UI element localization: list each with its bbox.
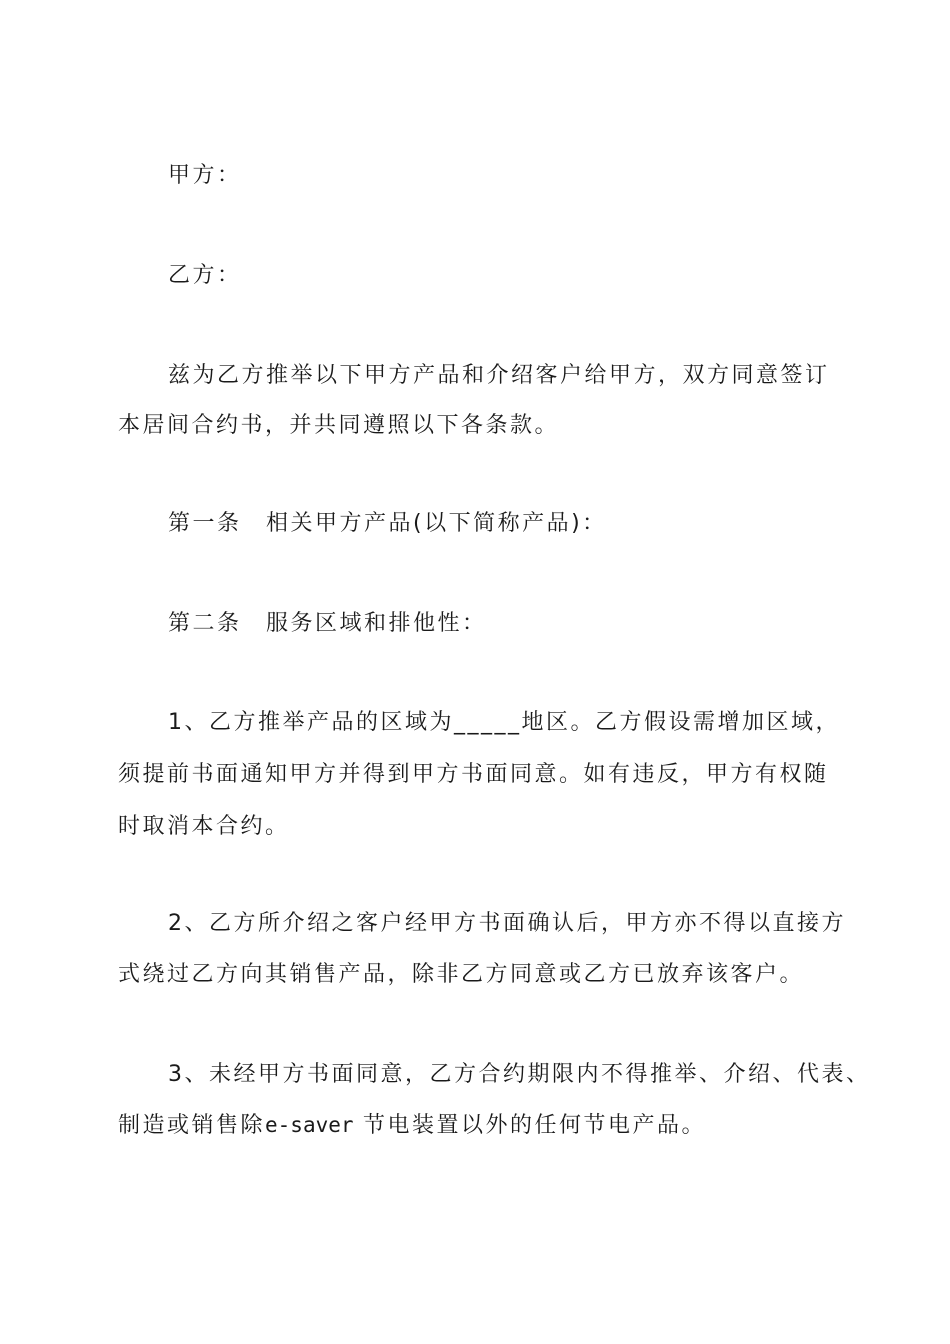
clause-1-line-2: 须提前书面通知甲方并得到甲方书面同意。如有违反，甲方有权随 bbox=[118, 762, 829, 787]
intro-paragraph-line-1: 兹为乙方推举以下甲方产品和介绍客户给甲方，双方同意签订 bbox=[168, 363, 830, 388]
clause-1-line-1: 1、乙方推举产品的区域为_____地区。乙方假设需增加区域， bbox=[168, 710, 840, 735]
article-1-heading: 第一条 相关甲方产品(以下简称产品)： bbox=[168, 511, 607, 536]
clause-2-line-2: 式绕过乙方向其销售产品，除非乙方同意或乙方已放弃该客户。 bbox=[118, 962, 805, 987]
clause-1-line-3: 时取消本合约。 bbox=[118, 814, 290, 839]
party-b-label: 乙方： bbox=[168, 263, 242, 288]
clause-3-line-1: 3、未经甲方书面同意，乙方合约期限内不得推举、介绍、代表、 bbox=[168, 1062, 871, 1087]
clause-3-product-name: e-saver bbox=[265, 1113, 354, 1137]
article-2-heading: 第二条 服务区域和排他性： bbox=[168, 611, 487, 636]
clause-3-line-2-post: 节电装置以外的任何节电产品。 bbox=[363, 1113, 707, 1138]
clause-3-line-2-pre: 制造或销售除 bbox=[118, 1113, 266, 1138]
clause-2-line-1: 2、乙方所介绍之客户经甲方书面确认后，甲方亦不得以直接方 bbox=[168, 911, 846, 936]
intro-paragraph-line-2: 本居间合约书，并共同遵照以下各条款。 bbox=[118, 413, 560, 438]
clause-3-line-2 bbox=[118, 1111, 706, 1140]
party-a-label: 甲方： bbox=[168, 163, 242, 188]
